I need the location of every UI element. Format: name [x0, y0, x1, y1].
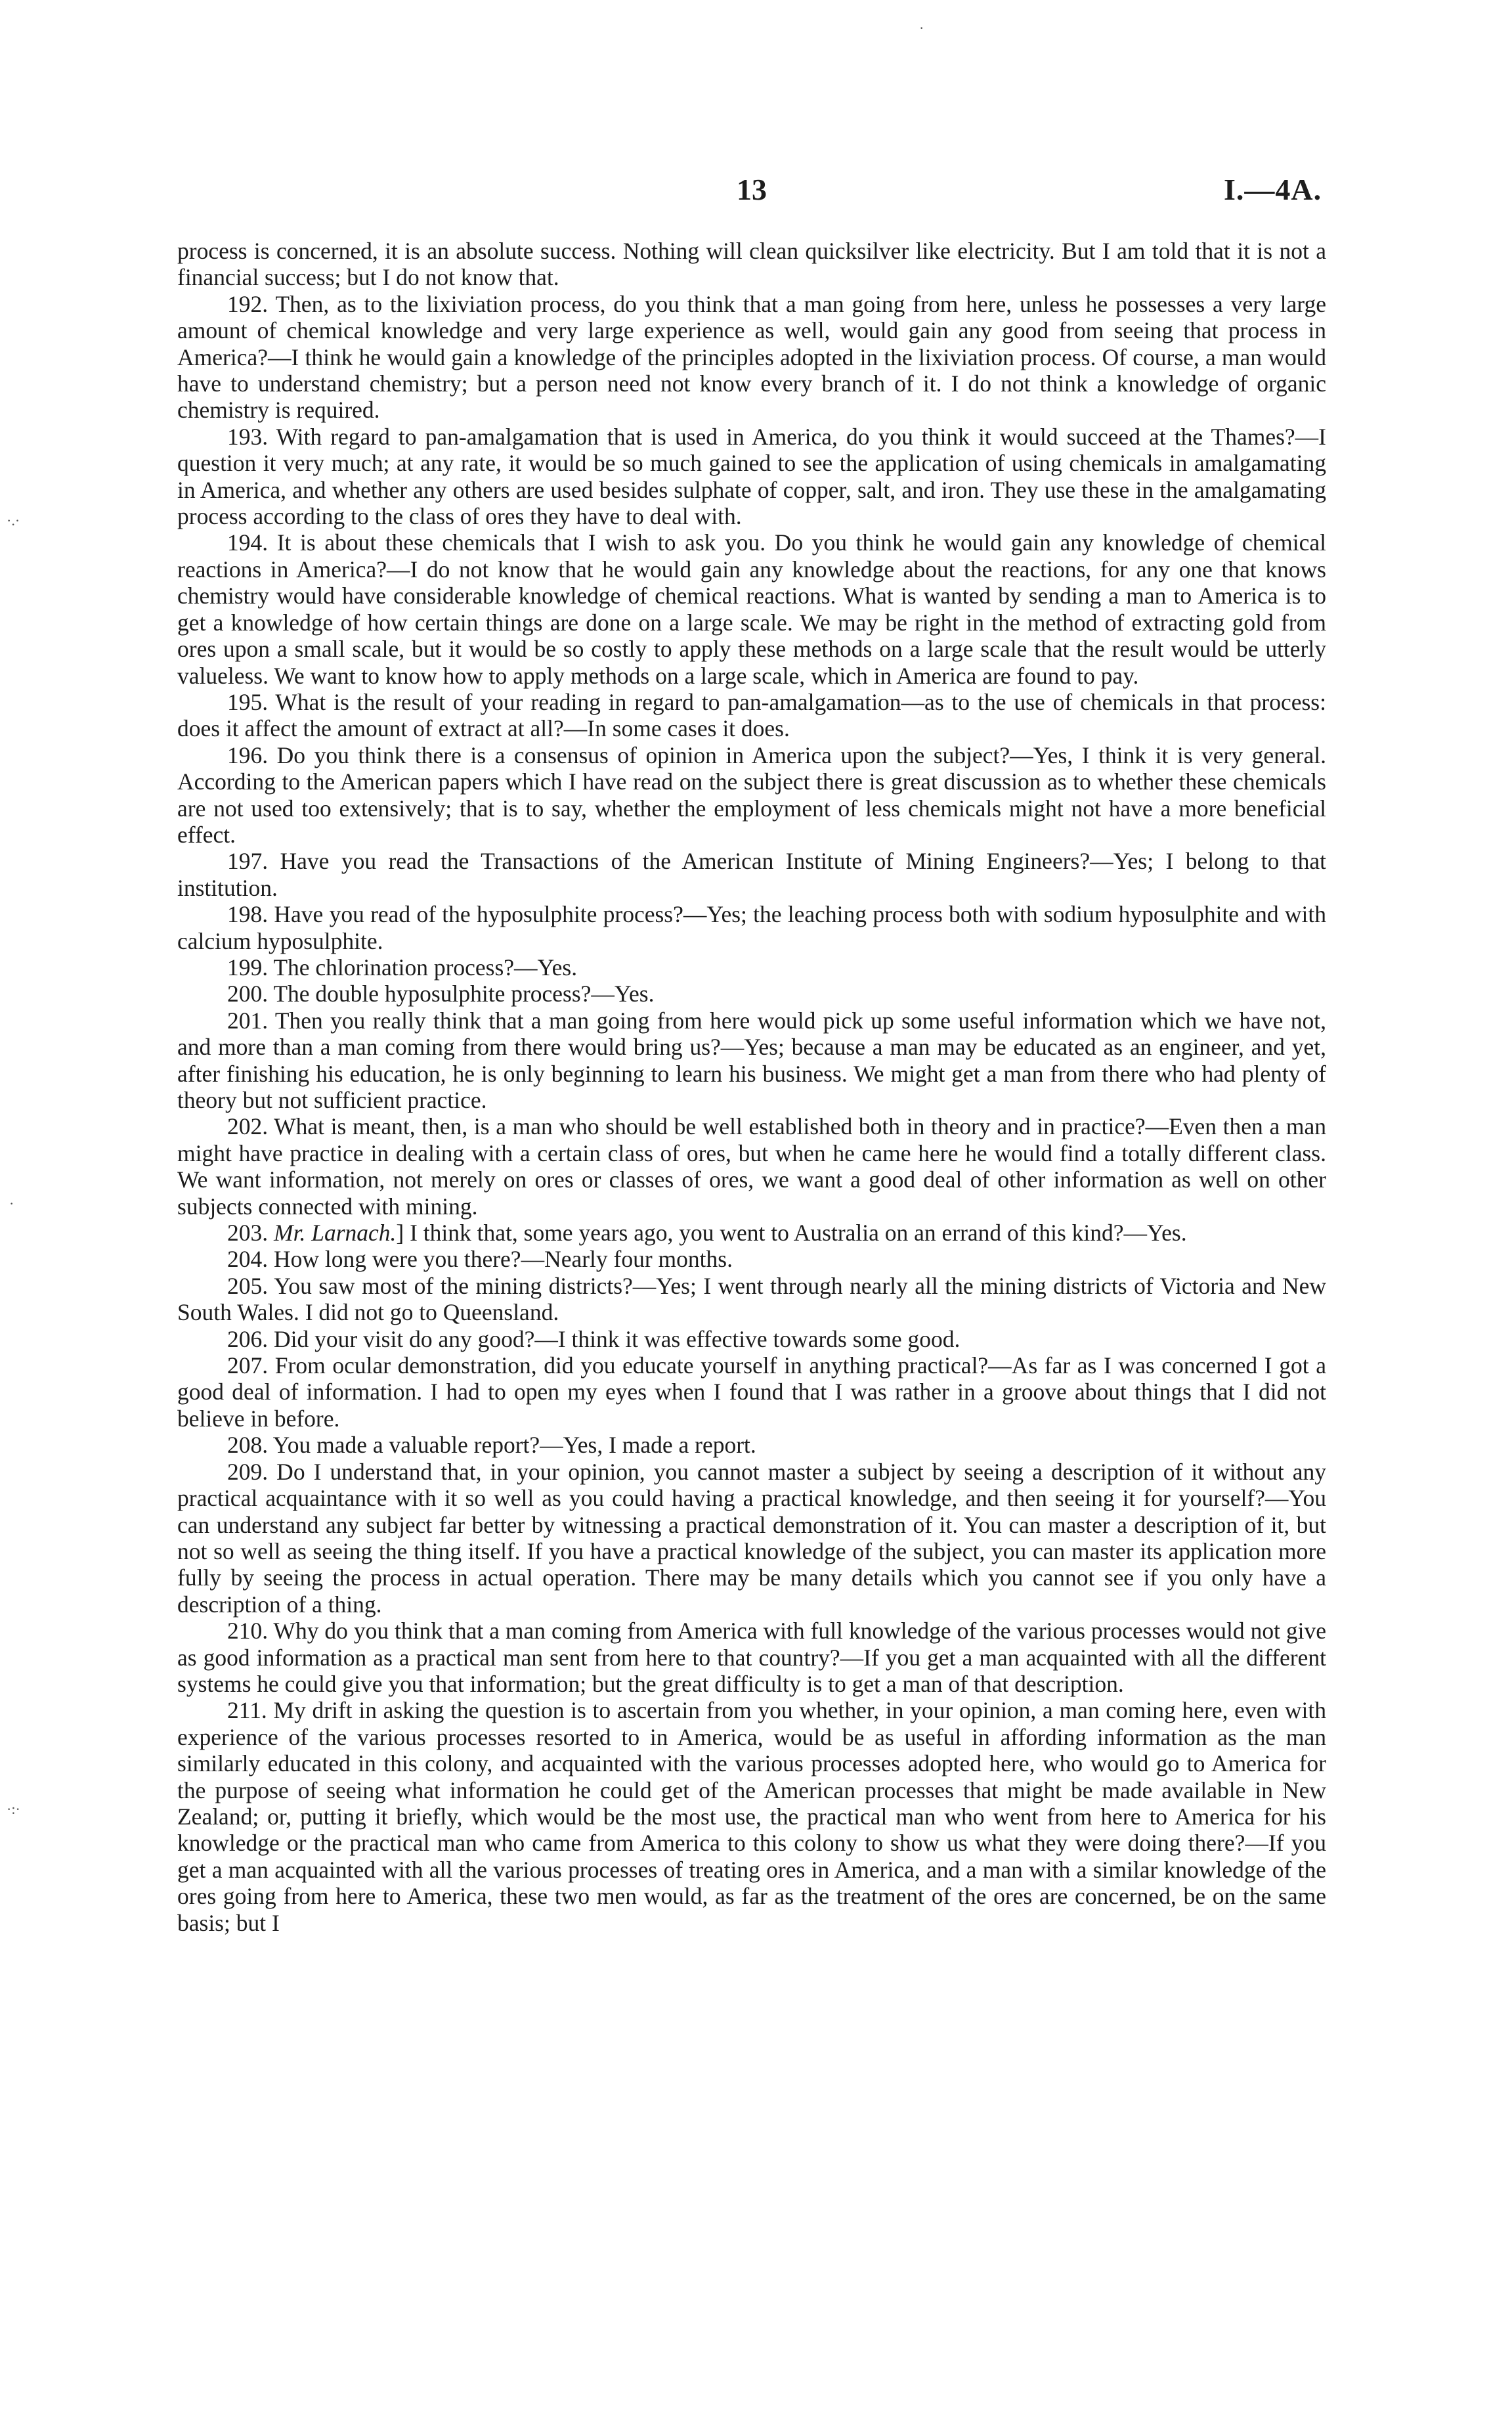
question-paragraph: 197. Have you read the Transactions of the American Institute of Mining Engineers?—Yes; I belong to that institution. [177, 848, 1326, 901]
question-paragraph: 209. Do I understand that, in your opinion, you cannot master a subject by seeing a description of it without any practical acquaintance with it so well as you could having a practical knowledge, and then seeing it for yourself?—You can understand any subject far better by witnessing a practical demonstration of it. You can master a description of it, but not so well as seeing the thing itself. If you have a practical knowledge of the subject, you can master its application more fully by seeing the process in actual operation. There may be many details which you cannot see if you only have a description of a thing. [177, 1458, 1326, 1618]
continuation-paragraph: process is concerned, it is an absolute success. Nothing will clean quicksilver like electricity. But I am told that it is not a financial success; but I do not know that. [177, 238, 1326, 291]
question-paragraph: 202. What is meant, then, is a man who should be well established both in theory and in practice?—Even then a man might have practice in dealing with a certain class of ores, but when he came here he would find a totally different class. We want information, not merely on ores or classes of ores, we want a good deal of other information as well on other subjects connected with mining. [177, 1113, 1326, 1220]
page-number: 13 [737, 173, 767, 206]
question-paragraph: 195. What is the result of your reading in regard to pan-amalgamation—as to the use of chemicals in that process: does it affect the amount of extract at all?—In some cases it does. [177, 688, 1326, 742]
scan-mark: · [919, 20, 924, 36]
question-paragraph: 210. Why do you think that a man coming from America with full knowledge of the various processes would not give as good information as a practical man sent from here to that country?—If you get a man acquainted with all the different systems he could give you that information; but the great difficulty is to get a man of that description. [177, 1618, 1326, 1697]
question-paragraph: 204. How long were you there?—Nearly four months. [227, 1246, 733, 1273]
question-text: ] I think that, some years ago, you went to Australia on an errand of this kind?—Yes. [396, 1220, 1187, 1247]
question-paragraph: 201. Then you really think that a man going from here would pick up some useful information which we have not, and more than a man coming from there would bring us?—Yes; because a man may be educated as an engineer, and yet, after finishing his education, he is only beginning to learn his business. We might get a man from there who had plenty of theory but not sufficient practice. [177, 1007, 1326, 1113]
scan-mark: · [9, 1195, 14, 1212]
question-paragraph: 198. Have you read of the hyposulphite process?—Yes; the leaching process both with sodium hyposulphite and with calcium hyposulphite. [177, 901, 1326, 954]
question-number: 203. [227, 1220, 269, 1247]
question-paragraph: 196. Do you think there is a consensus of opinion in America upon the subject?—Yes, I think it is very general. According to the American papers which I have read on the subject there is great discussion as to whether these chemicals are not used too extensively; that is to say, whether the employment of less chemicals might not have a more beneficial effect. [177, 741, 1326, 848]
question-paragraph: 192. Then, as to the lixiviation process, do you think that a man going from here, unless he possesses a very large amount of chemical knowledge and very large experience as well, would gain any good from seeing that process in America?—I think he would gain a knowledge of the principles adopted in the lixiviation process. Of course, a man would have to understand chemistry; but a person need not know every branch of it. I do not think a knowledge of organic chemistry is required. [177, 290, 1326, 424]
question-paragraph: 200. The double hyposulphite process?—Yes. [227, 981, 655, 1007]
question-paragraph: 193. With regard to pan-amalgamation that is used in America, do you think it would succeed at the Thames?—I question it very much; at any rate, it would be so much gained to see the application of using chemicals in amalgamating in America, and whether any others are used besides sulphate of copper, salt, and iron. They use these in the amalgamating process according to the class of ores they have to deal with. [177, 423, 1326, 530]
question-paragraph: 206. Did your visit do any good?—I think it was effective towards some good. [227, 1325, 961, 1352]
question-paragraph: 207. From ocular demonstration, did you educate yourself in anything practical?—As far as I was concerned I got a good deal of information. I had to open my eyes when I found that I was rather in a groove about things that I did not believe in before. [177, 1352, 1326, 1432]
question-paragraph: 208. You made a valuable report?—Yes, I made a report. [227, 1432, 756, 1459]
question-paragraph: 194. It is about these chemicals that I wish to ask you. Do you think he would gain any knowledge of chemical reactions in America?—I do not know that he would gain any knowledge about the reactions, for any one that knows chemistry would have considerable knowledge of chemical reactions. What is wanted by sending a man to America is to get a knowledge of how certain things are done on a large scale. We may be right in the method of extracting gold from ores upon a small scale, but it would be so costly to apply these methods on a large scale that the result would be utterly valueless. We want to know how to apply methods on a large scale, which in America are found to pay. [177, 529, 1326, 689]
question-paragraph: 199. The chlorination process?—Yes. [227, 954, 578, 981]
scan-mark: ·.· [7, 512, 20, 529]
question-paragraph: 205. You saw most of the mining districts?—Yes; I went through nearly all the mining districts of Victoria and New South Wales. I did not go to Queensland. [177, 1272, 1326, 1326]
speaker-name: Mr. Larnach. [274, 1220, 397, 1247]
scan-mark: ·:· [7, 1801, 20, 1817]
page-header [0, 172, 1512, 211]
paper-reference: I.—4A. [1224, 173, 1322, 206]
question-paragraph: 211. My drift in asking the question is to ascertain from you whether, in your opinion, a man coming here, even with experience of the various processes resorted to in America, would be as useful in affording information as the man similarly educated in this colony, and acquainted with the various processes adopted here, who would go to America for the purpose of seeing what information he could get of the American processes that might be made available in New Zealand; or, putting it briefly, which would be the most use, the practical man who went from here to America for his knowledge or the practical man who came from America to this colony to show us what they were doing there?—If you get a man acquainted with all the various processes of treating ores in America, and a man with a similar knowledge of the ores going from here to America, these two men would, as far as the treatment of the ores are concerned, be on the same basis; but I [177, 1697, 1326, 1936]
question-paragraph [177, 1220, 1326, 1246]
evidence-transcript [177, 238, 1326, 1936]
